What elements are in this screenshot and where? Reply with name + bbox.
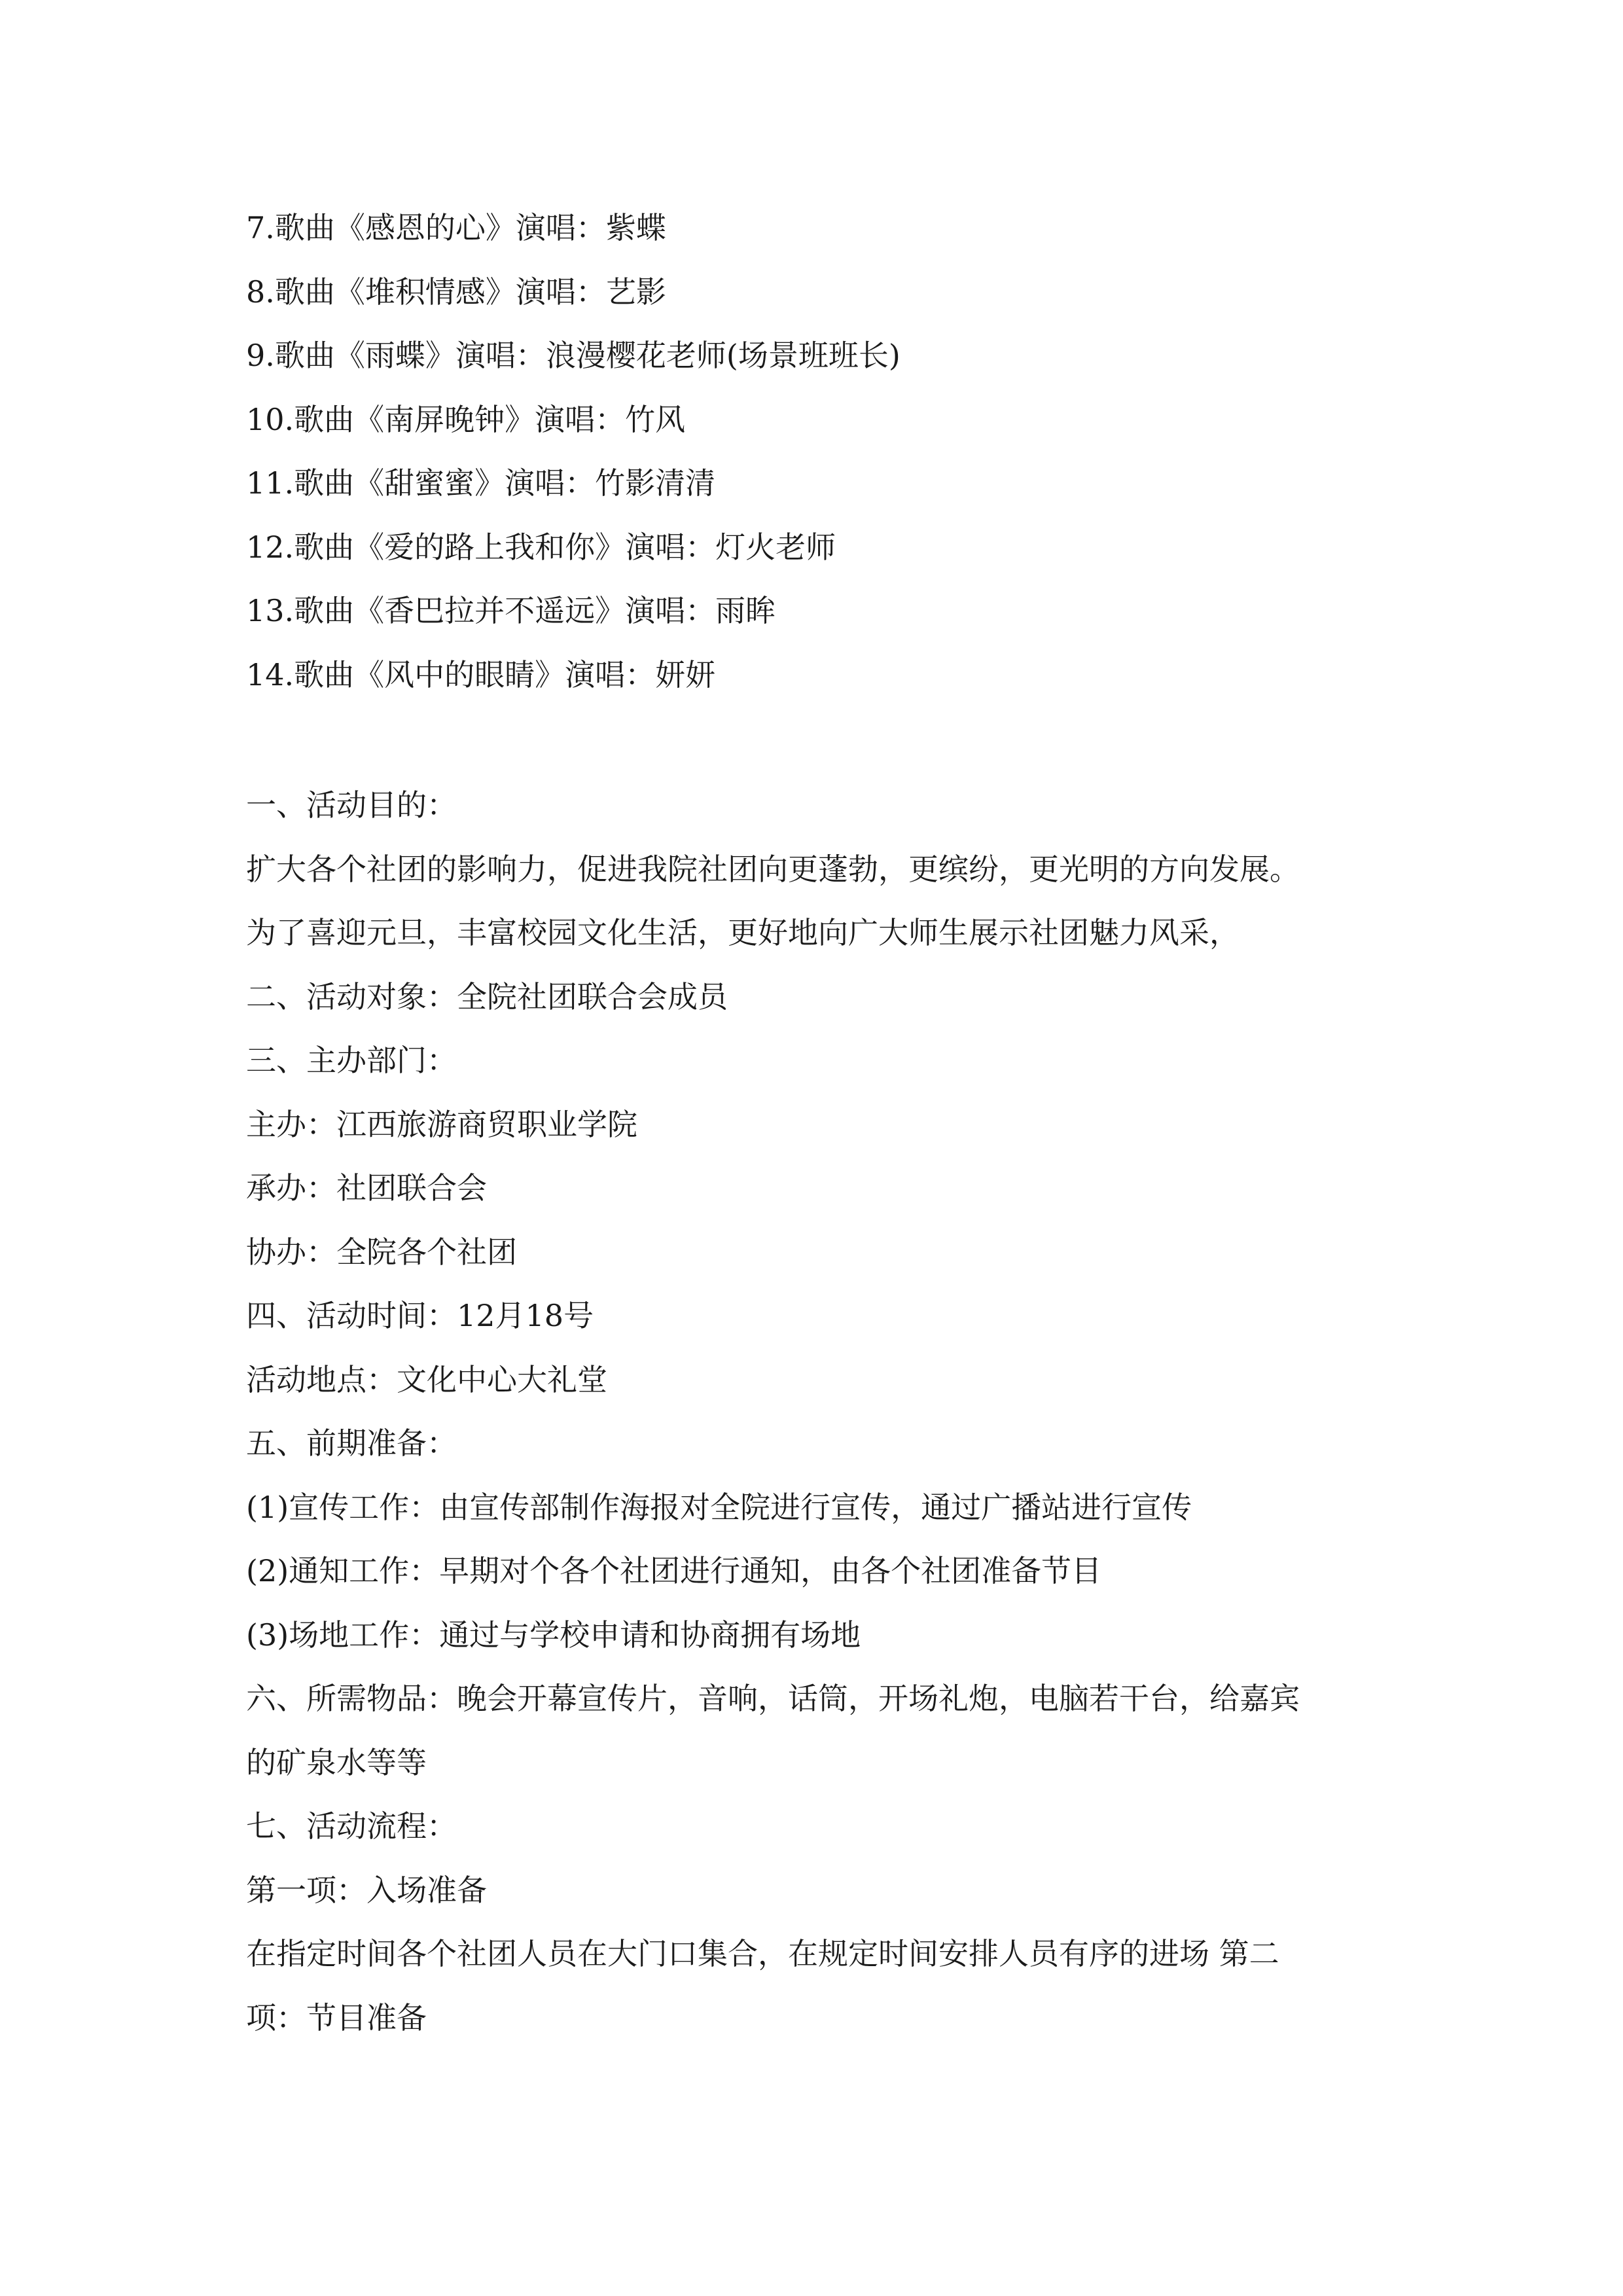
undertaker-line: 承办：社团联合会 — [246, 1170, 487, 1206]
song-item: 10.歌曲《南屏晚钟》演唱：竹风 — [246, 401, 686, 437]
step-text: 在指定时间各个社团人员在大门口集合，在规定时间安排人员有序的进场 第二 — [246, 1936, 1279, 1971]
organizer-heading: 三、主办部门： — [246, 1043, 457, 1078]
purpose-text: 扩大各个社团的影响力，促进我院社团向更蓬勃，更缤纷，更光明的方向发展。 — [246, 851, 1300, 887]
prep-item: (2)通知工作：早期对个各个社团进行通知，由各个社团准备节目 — [246, 1553, 1102, 1588]
purpose-heading: 一、活动目的： — [246, 787, 457, 823]
host-line: 主办：江西旅游商贸职业学院 — [246, 1106, 637, 1142]
time-heading: 四、活动时间：12月18号 — [246, 1298, 594, 1333]
prep-item: (1)宣传工作：由宣传部制作海报对全院进行宣传，通过广播站进行宣传 — [246, 1489, 1192, 1525]
song-item: 8.歌曲《堆积情感》演唱：艺影 — [246, 274, 666, 310]
step-title: 第一项：入场准备 — [246, 1872, 487, 1908]
items-text: 的矿泉水等等 — [246, 1744, 427, 1780]
song-item: 12.歌曲《爱的路上我和你》演唱：灯火老师 — [246, 529, 836, 565]
song-list — [246, 196, 1411, 707]
step-text: 项：节目准备 — [246, 2000, 427, 2036]
prep-heading: 五、前期准备： — [246, 1426, 457, 1461]
flow-heading: 七、活动流程： — [246, 1808, 457, 1844]
song-item: 11.歌曲《甜蜜蜜》演唱：竹影清清 — [246, 465, 716, 501]
venue-line: 活动地点：文化中心大礼堂 — [246, 1361, 607, 1397]
co-organizer-line: 协办：全院各个社团 — [246, 1234, 517, 1270]
activity-plan — [246, 774, 1411, 2050]
song-item: 14.歌曲《风中的眼睛》演唱：妍妍 — [246, 656, 716, 692]
items-text: 六、所需物品：晚会开幕宣传片，音响，话筒，开场礼炮，电脑若干台，给嘉宾 — [246, 1681, 1300, 1716]
song-item: 13.歌曲《香巴拉并不遥远》演唱：雨眸 — [246, 593, 776, 628]
audience-heading: 二、活动对象：全院社团联合会成员 — [246, 978, 728, 1014]
song-item: 7.歌曲《感恩的心》演唱：紫蝶 — [246, 210, 666, 245]
prep-item: (3)场地工作：通过与学校申请和协商拥有场地 — [246, 1617, 861, 1653]
song-item: 9.歌曲《雨蝶》演唱：浪漫樱花老师(场景班班长) — [246, 338, 901, 373]
purpose-text: 为了喜迎元旦，丰富校园文化生活，更好地向广大师生展示社团魅力风采， — [246, 915, 1240, 950]
